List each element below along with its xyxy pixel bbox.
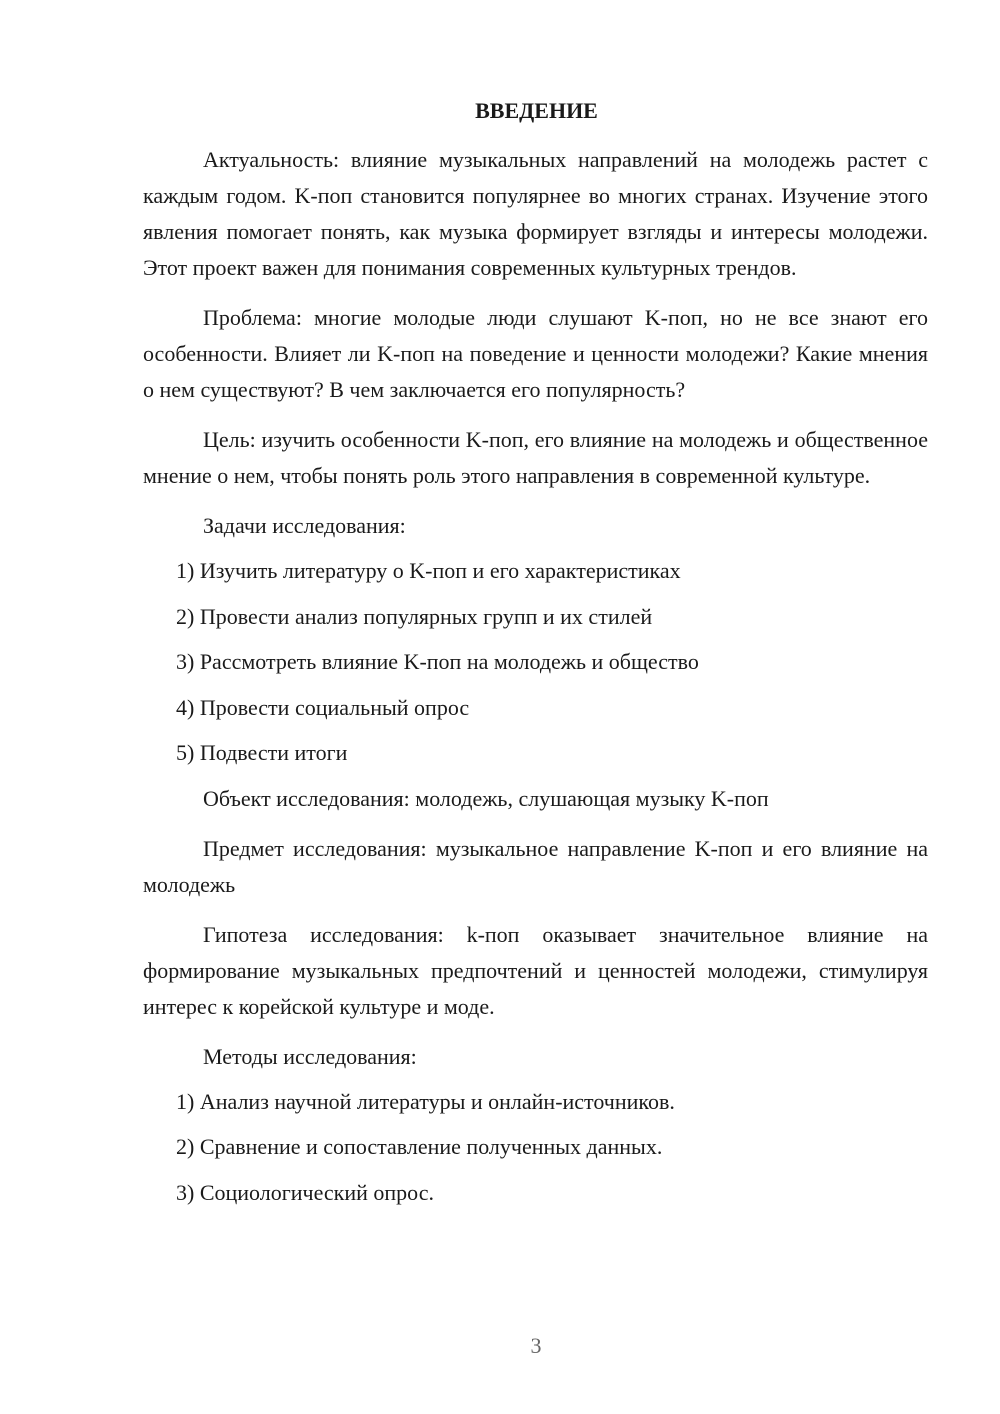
document-page: [143, 94, 928, 1220]
problem-paragraph: Проблема: многие молодые люди слушают K-поп, но не все знают его особенности. Влияет ли K-поп на поведение и ценности молодежи? Какие мнения о нем существуют? В чем заключается его популярность?: [143, 305, 928, 402]
method-item: 1) Анализ научной литературы и онлайн-источников.: [176, 1088, 675, 1114]
method-item: 2) Сравнение и сопоставление полученных данных.: [176, 1134, 663, 1159]
task-item: 4) Провести социальный опрос: [176, 694, 470, 720]
object-paragraph: Объект исследования: молодежь, слушающая музыку K-поп: [203, 785, 769, 811]
hypothesis-paragraph: Гипотеза исследования: k-поп оказывает значительное влияние на формирование музыкальных предпочтений и ценностей молодежи, стимулируя интерес к корейской культуре и моде.: [143, 921, 928, 1019]
relevance-paragraph: Актуальность: влияние музыкальных направлений на молодежь растет с каждым годом. K-поп становится популярнее во многих странах. Изучение этого явления помогает понять, как музыка формирует взгляды и интересы молодежи. Этот проект важен для понимания современных культурных трендов.: [143, 147, 928, 280]
task-item: 1) Изучить литературу о K-поп и его характеристиках: [176, 558, 681, 583]
tasks-label: Задачи исследования:: [203, 513, 406, 538]
goal-paragraph: Цель: изучить особенности K-поп, его влияние на молодежь и общественное мнение о нем, чтобы понять роль этого направления в современной культуре.: [143, 427, 928, 488]
methods-list: [143, 1084, 928, 1211]
task-item: 2) Провести анализ популярных групп и их стилей: [176, 603, 653, 629]
page-number: 3: [530, 1333, 542, 1358]
task-item: 5) Подвести итоги: [176, 740, 348, 765]
methods-label: Методы исследования:: [203, 1043, 417, 1069]
task-item: 3) Рассмотреть влияние K-поп на молодежь и общество: [176, 649, 699, 674]
method-item: 3) Социологический опрос.: [176, 1179, 434, 1205]
subject-paragraph: Предмет исследования: музыкальное направление K-поп и его влияние на молодежь: [143, 835, 928, 897]
section-heading: ВВЕДЕНИЕ: [475, 98, 598, 123]
tasks-list: [143, 553, 928, 771]
